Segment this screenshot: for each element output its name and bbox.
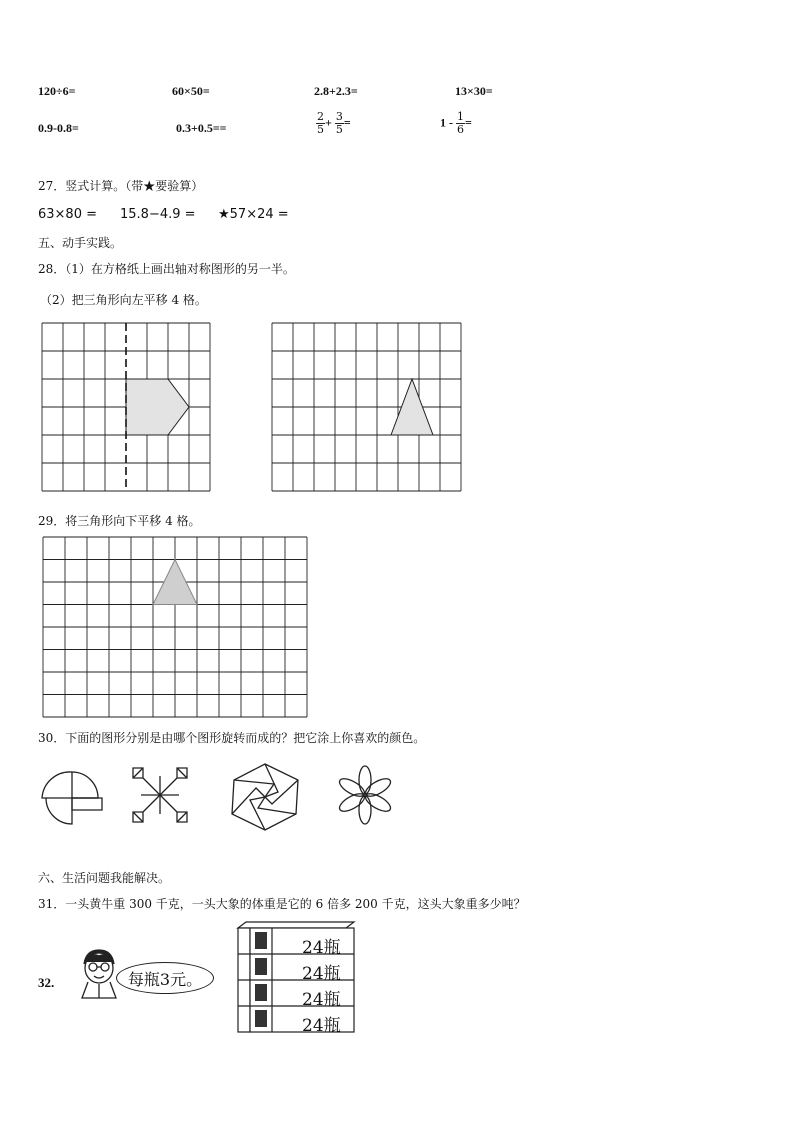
crate-label-3: 24瓶: [302, 990, 341, 1010]
fraction-two-fifths: $\frac{2}{5}$: [317, 110, 324, 136]
oral-calc-3: 2.8+2.3=: [314, 84, 358, 98]
crate-label-2: 24瓶: [302, 964, 341, 984]
q32-number: 32.: [38, 975, 55, 990]
half-pentagon-shape: [126, 379, 189, 435]
crate-label-1: 24瓶: [302, 938, 341, 958]
oral-calc-6: 0.3+0.5==: [176, 121, 227, 135]
translate-down-grid: [43, 537, 309, 719]
q28-line-2: （2）把三角形向左平移 4 格。: [40, 293, 207, 307]
q27-item-1: 63×80 =: [38, 207, 98, 222]
oral-calc-fraction-sum: $\frac{2}{5}$ + $\frac{3}{5}$ =: [317, 110, 351, 136]
pinwheel-figure: [40, 770, 104, 826]
q27-item-3: ★57×24 =: [218, 207, 289, 222]
q29-title: 29．将三角形向下平移 4 格。: [38, 514, 201, 528]
hexagon-pinwheel-figure: [228, 762, 302, 832]
q28-line-1: 28．（1）在方格纸上画出轴对称图形的另一半。: [38, 262, 295, 276]
oral-calc-fraction-diff: 1 - $\frac{1}{6}$ =: [440, 110, 472, 136]
cross-arrows-figure: [131, 766, 189, 824]
section-six-title: 六、生活问题我能解决。: [38, 871, 171, 885]
q27-item-2: 15.8−4.9 =: [120, 207, 196, 222]
oral-calc-5: 0.9-0.8=: [38, 121, 79, 135]
q27-title: 27．竖式计算。（带★要验算）: [38, 179, 204, 193]
speech-bubble: [116, 962, 214, 994]
fraction-three-fifths: $\frac{3}{5}$: [335, 110, 343, 136]
q31-text: 31．一头黄牛重 300 千克，一头大象的体重是它的 6 倍多 200 千克，这头大象重多少吨？: [38, 897, 526, 911]
fraction-one-sixth: $\frac{1}{6}$: [457, 110, 464, 136]
oral-calc-1: 120÷6=: [38, 84, 76, 98]
translate-left-grid: [272, 323, 462, 493]
crate-label-4: 24瓶: [302, 1016, 341, 1036]
q30-title: 30．下面的图形分别是由哪个图形旋转而成的？把它涂上你喜欢的颜色。: [38, 731, 426, 745]
flower-figure: [332, 764, 398, 826]
oral-calc-2: 60×50=: [172, 84, 210, 98]
speech-bubble-text: 每瓶3元。: [127, 969, 203, 989]
section-five-title: 五、动手实践。: [38, 236, 123, 250]
symmetry-grid: [42, 323, 212, 493]
oral-calc-4: 13×30=: [455, 84, 493, 98]
